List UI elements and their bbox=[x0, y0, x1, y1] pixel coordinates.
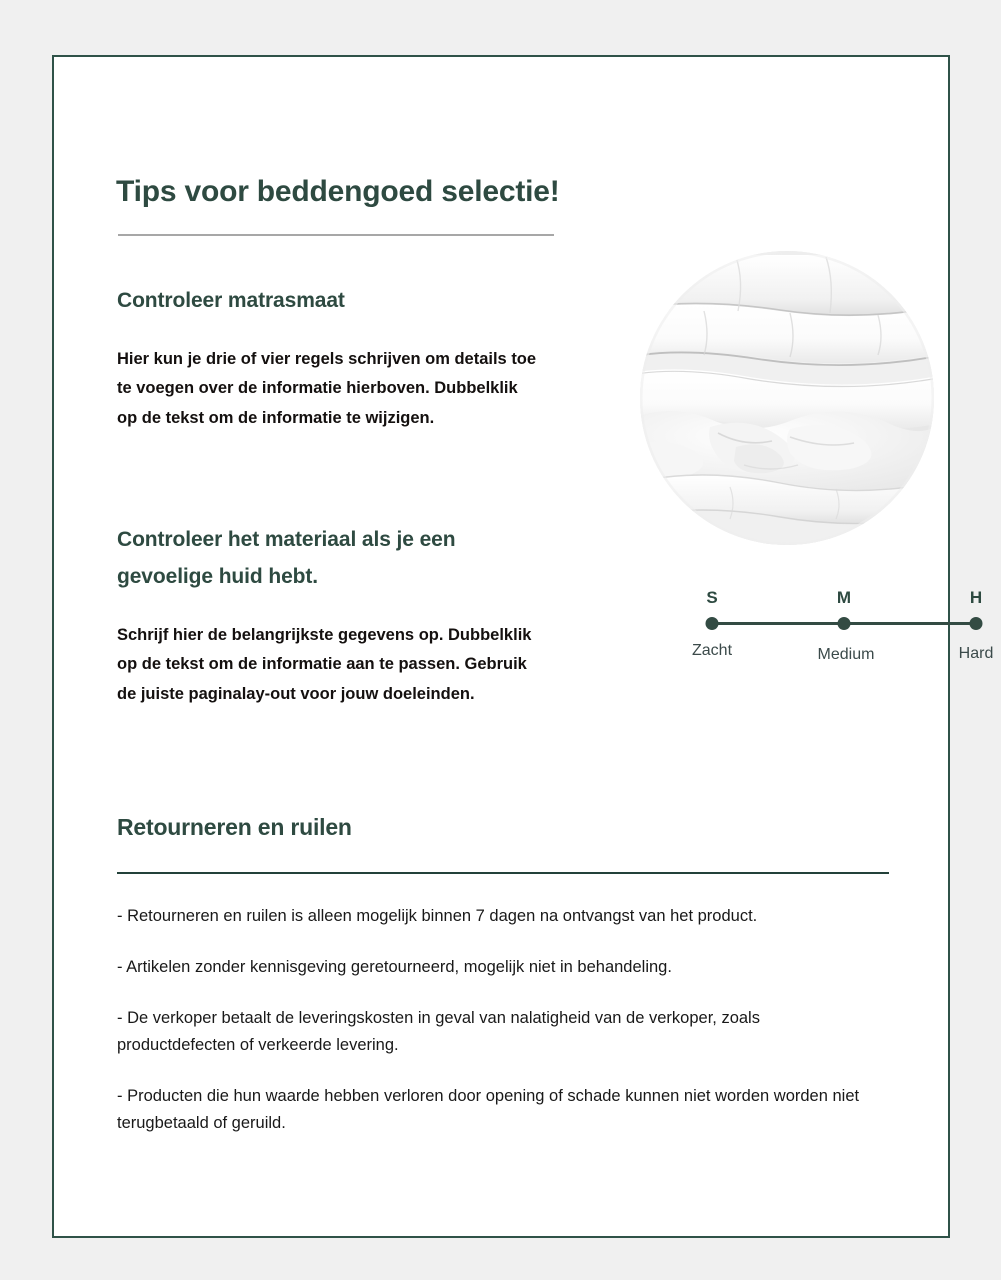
list-item: - Artikelen zonder kennisgeving geretourneerd, mogelijk niet in behandeling. bbox=[117, 958, 672, 976]
firmness-scale-letters bbox=[632, 588, 983, 610]
firmness-scale bbox=[632, 588, 994, 668]
section-body-material: Schrijf hier de belangrijkste gegevens op. Dubbelklik op de tekst om de informatie aan te passen. Gebruik de juiste paginalay-out voor jouw doeleinden. bbox=[117, 626, 532, 703]
section-heading-mattress-size: Controleer matrasmaat bbox=[117, 289, 345, 312]
title-divider bbox=[118, 234, 554, 236]
firmness-dot-hard bbox=[970, 617, 983, 630]
firmness-caption-medium: Medium bbox=[817, 646, 875, 663]
section-body-mattress-size: Hier kun je drie of vier regels schrijven om details toe te voegen over de informatie hierboven. Dubbelklik op de tekst om de informatie te wijzigen. bbox=[117, 350, 537, 427]
firmness-letter-medium: M bbox=[836, 588, 852, 607]
firmness-dot-medium bbox=[838, 617, 851, 630]
returns-divider bbox=[117, 872, 889, 874]
page-title: Tips voor beddengoed selectie! bbox=[116, 175, 560, 208]
list-item: - Retourneren en ruilen is alleen mogelijk binnen 7 dagen na ontvangst van het product. bbox=[117, 907, 758, 925]
page-content bbox=[116, 57, 994, 1236]
firmness-letter-hard: H bbox=[969, 588, 983, 607]
returns-list bbox=[117, 903, 872, 1137]
rolled-white-duvet-photo bbox=[640, 251, 934, 545]
firmness-dot-soft bbox=[706, 617, 719, 630]
list-item: - Producten die hun waarde hebben verloren door opening of schade kunnen niet worden worden niet terugbetaald of geruild. bbox=[117, 1087, 860, 1132]
list-item: - De verkoper betaalt de leveringskosten in geval van nalatigheid van de verkoper, zoals productdefecten of verkeerde levering. bbox=[117, 1009, 760, 1054]
document-page bbox=[52, 55, 994, 1238]
firmness-caption-hard: Hard bbox=[958, 645, 994, 662]
firmness-letter-soft: S bbox=[706, 588, 718, 607]
section-heading-material: Controleer het materiaal als je een gevoelige huid hebt. bbox=[117, 528, 456, 588]
section-heading-returns: Retourneren en ruilen bbox=[117, 814, 352, 840]
firmness-caption-soft: Zacht bbox=[691, 642, 733, 659]
